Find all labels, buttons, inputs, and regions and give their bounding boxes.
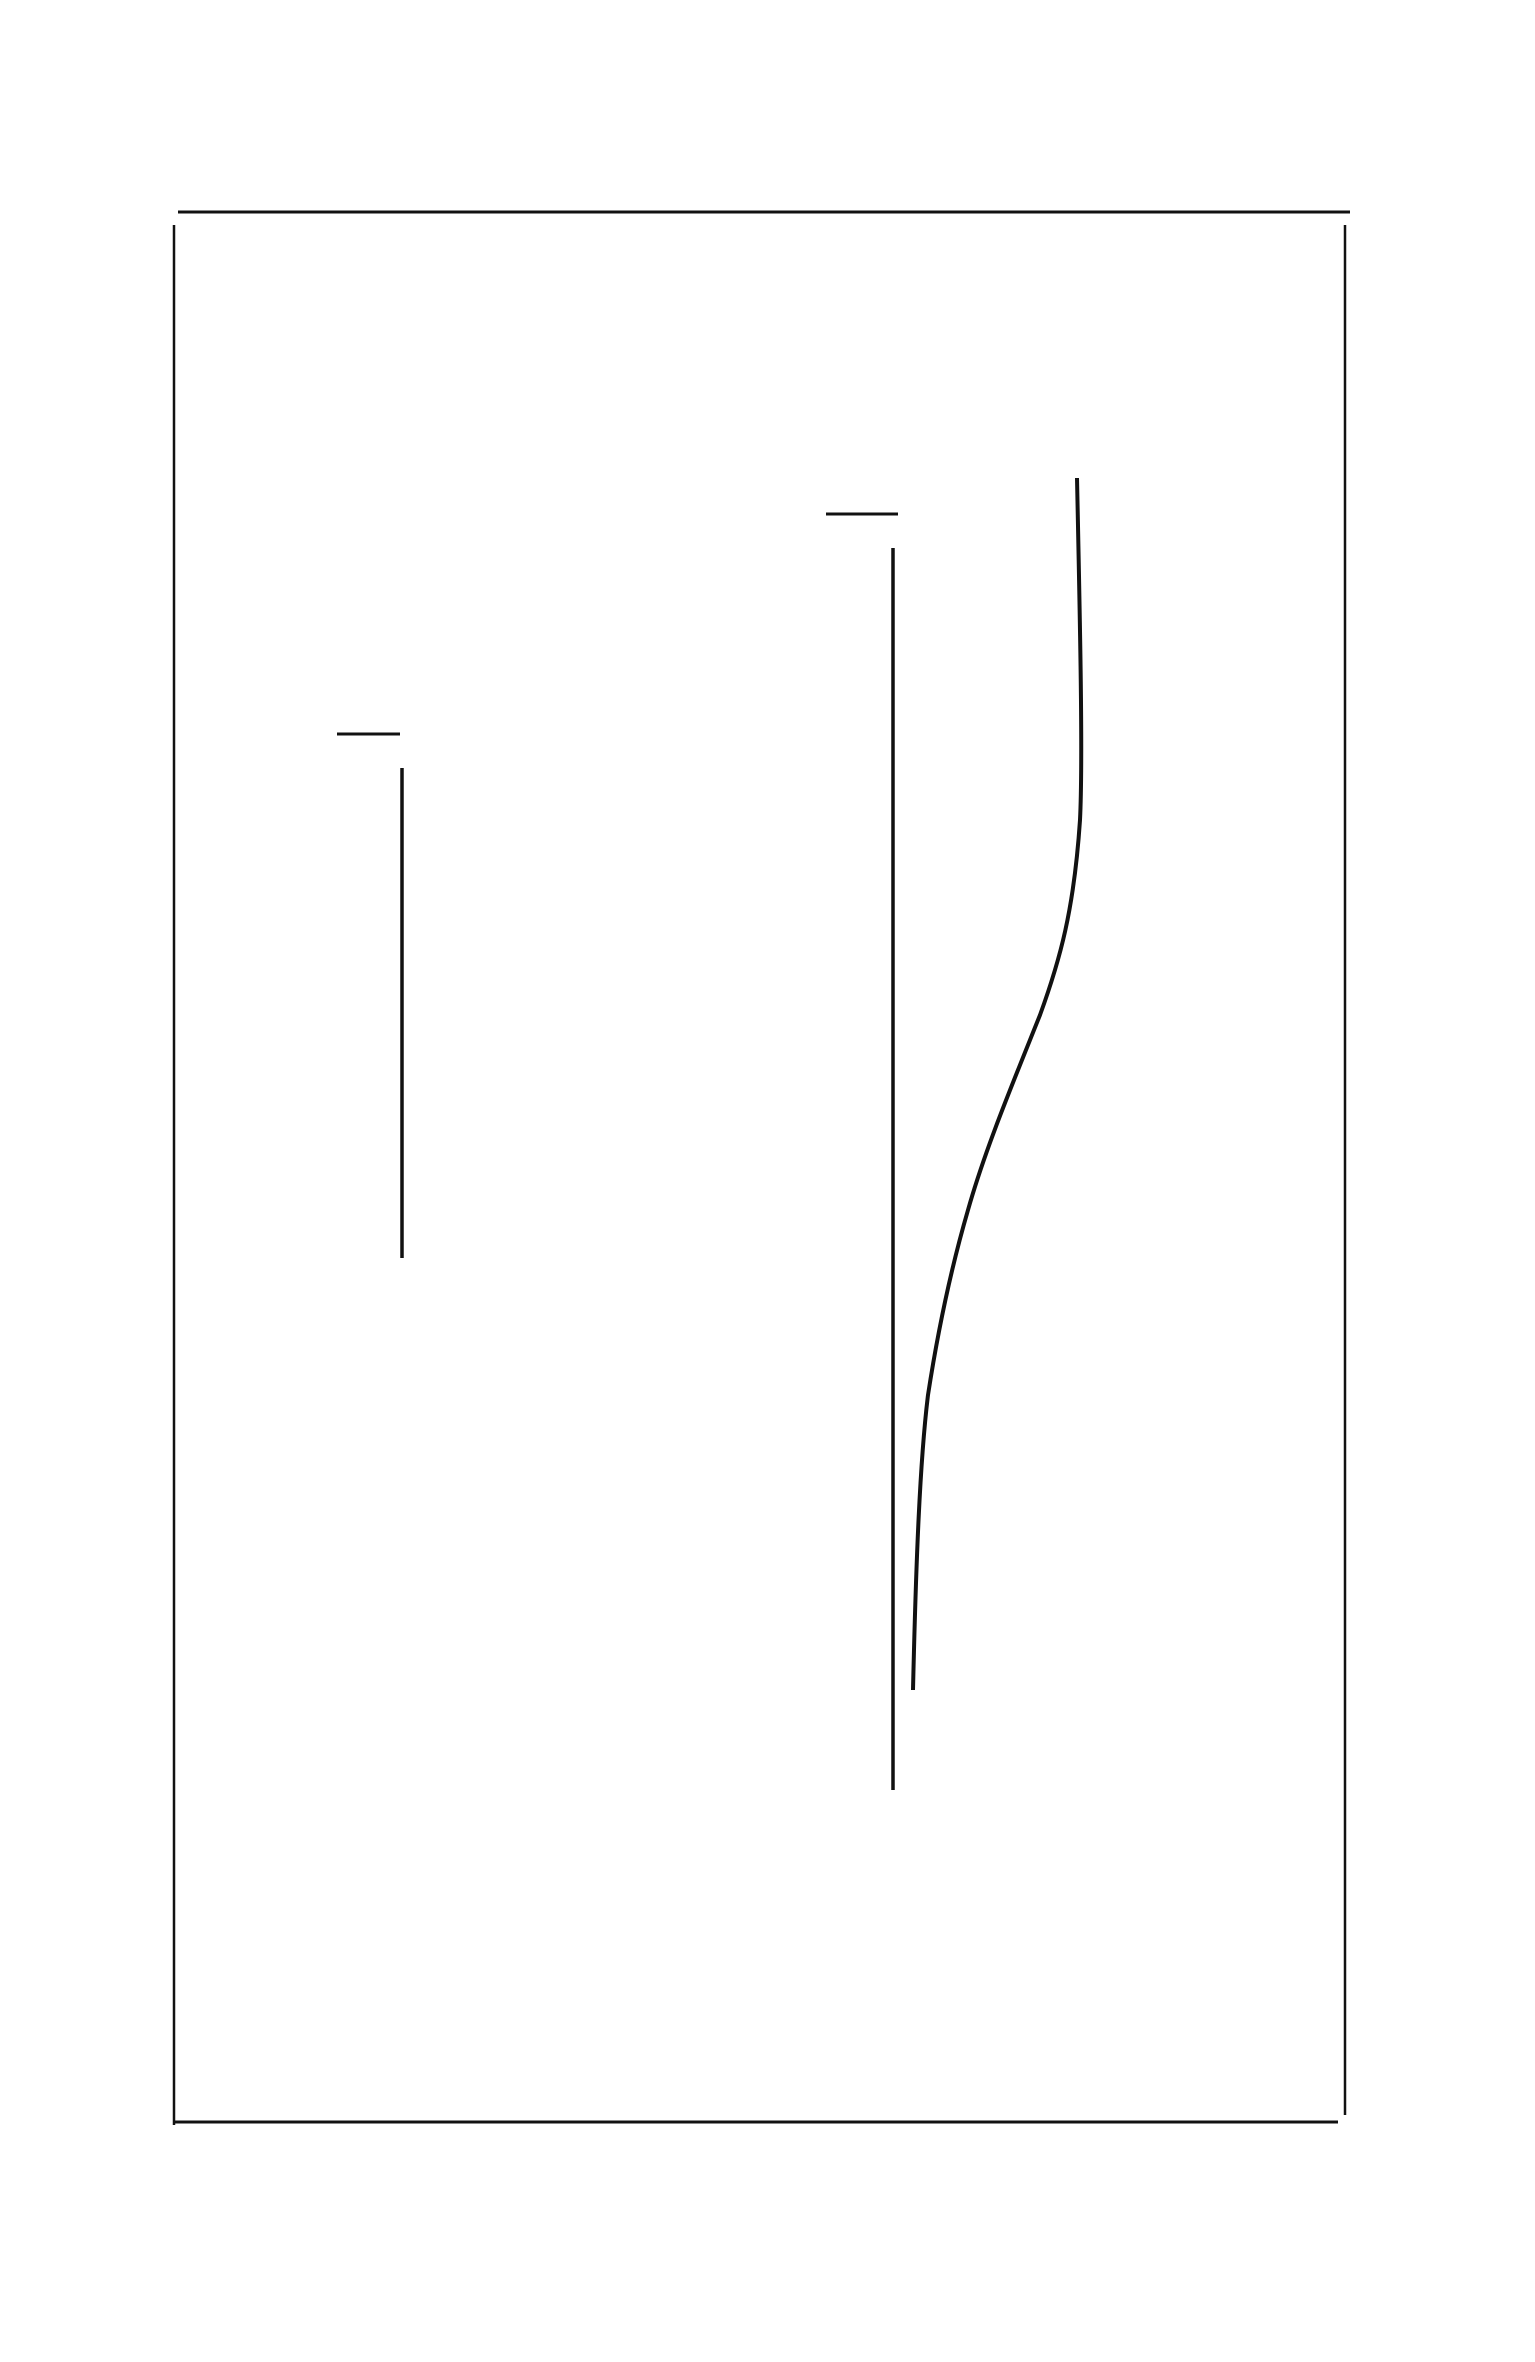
length-scale-curve <box>913 478 1081 1690</box>
length-scale <box>913 478 1081 1690</box>
percent-scale <box>826 514 898 1790</box>
page-frame <box>174 212 1350 2125</box>
p-scale <box>337 734 402 1258</box>
